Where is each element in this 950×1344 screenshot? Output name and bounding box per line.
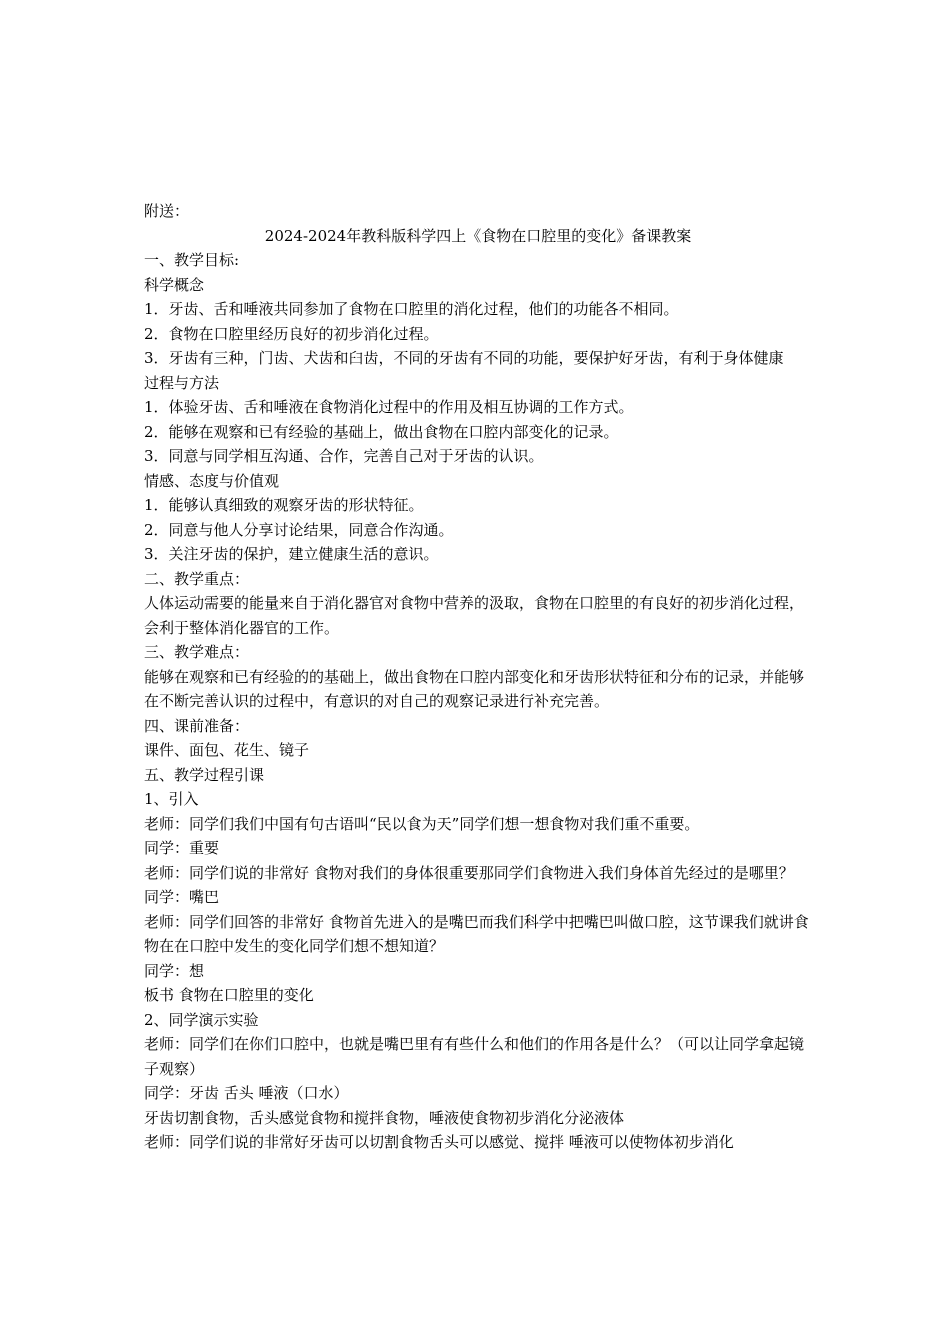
paragraph: 3．牙齿有三种，门齿、犬齿和臼齿，不同的牙齿有不同的功能，要保护好牙齿，有利于身体健康 [144, 349, 784, 367]
paragraph: 2．同意与他人分享讨论结果，同意合作沟通。 [144, 520, 454, 539]
document-title: 2024-2024年教科版科学四上《食物在口腔里的变化》备课教案 [264, 226, 692, 245]
subsection-heading: 1、引入 [144, 790, 199, 808]
paragraph: 1．能够认真细致的观察牙齿的形状特征。 [144, 496, 424, 514]
paragraph: 1．体验牙齿、舌和唾液在食物消化过程中的作用及相互协调的工作方式。 [144, 398, 634, 416]
dialogue-line: 老师：同学们我们中国有句古语叫“民以食为天”同学们想一想食物对我们重不重要。 [144, 814, 700, 833]
dialogue-line: 老师：同学们说的非常好牙齿可以切割食物舌头可以感觉、搅拌 唾液可以使物体初步消化 [144, 1133, 734, 1151]
dialogue-line: 同学：重要 [144, 839, 220, 857]
paragraph: 能够在观察和已有经验的的基础上，做出食物在口腔内部变化和牙齿形状特征和分布的记录，并能够在不断完善认识的过程中，有意识的对自己的观察记录进行补充完善。 [144, 667, 805, 710]
paragraph: 2．食物在口腔里经历良好的初步消化过程。 [144, 324, 439, 343]
dialogue-line: 同学：牙齿 舌头 唾液（口水） [144, 1084, 349, 1102]
attachment-label: 附送： [144, 202, 190, 220]
paragraph: 1．牙齿、舌和唾液共同参加了食物在口腔里的消化过程，他们的功能各不相同。 [144, 300, 679, 318]
section-heading: 五、教学过程引课 [144, 765, 265, 784]
paragraph: 3．关注牙齿的保护，建立健康生活的意识。 [144, 545, 439, 563]
dialogue-line: 老师：同学们回答的非常好 食物首先进入的是嘴巴而我们科学中把嘴巴叫做口腔，这节课我们就讲食物在在口腔中发生的变化同学们想不想知道？ [144, 912, 809, 955]
paragraph: 2．能够在观察和已有经验的基础上，做出食物在口腔内部变化的记录。 [144, 422, 619, 441]
section-heading: 一、教学目标: [144, 251, 240, 269]
subsection-heading: 情感、态度与价值观 [144, 471, 280, 490]
dialogue-line: 同学：嘴巴 [144, 888, 220, 906]
dialogue-line: 老师：同学们在你们口腔中，也就是嘴巴里有有些什么和他们的作用各是什么？（可以让同学拿起镜子观察） [144, 1035, 805, 1078]
paragraph: 3．同意与同学相互沟通、合作，完善自己对于牙齿的认识。 [144, 447, 544, 465]
section-heading: 四、课前准备： [144, 716, 250, 735]
subsection-heading: 科学概念 [144, 275, 205, 294]
document-body [144, 199, 812, 1155]
paragraph: 板书 食物在口腔里的变化 [144, 986, 314, 1004]
section-heading: 二、教学重点： [144, 569, 250, 588]
paragraph: 人体运动需要的能量来自于消化器官对食物中营养的汲取，食物在口腔里的有良好的初步消化过程，会利于整体消化器官的工作。 [144, 594, 805, 637]
subsection-heading: 过程与方法 [144, 373, 220, 392]
section-heading: 三、教学难点： [144, 643, 250, 661]
subsection-heading: 2、同学演示实验 [144, 1010, 259, 1029]
dialogue-line: 老师：同学们说的非常好 食物对我们的身体很重要那同学们食物进入我们身体首先经过的是哪里？ [144, 863, 794, 882]
dialogue-line: 同学：想 [144, 961, 205, 980]
paragraph: 牙齿切割食物，舌头感觉食物和搅拌食物，唾液使食物初步消化分泌液体 [144, 1108, 625, 1127]
paragraph: 课件、面包、花生、镜子 [144, 741, 310, 759]
